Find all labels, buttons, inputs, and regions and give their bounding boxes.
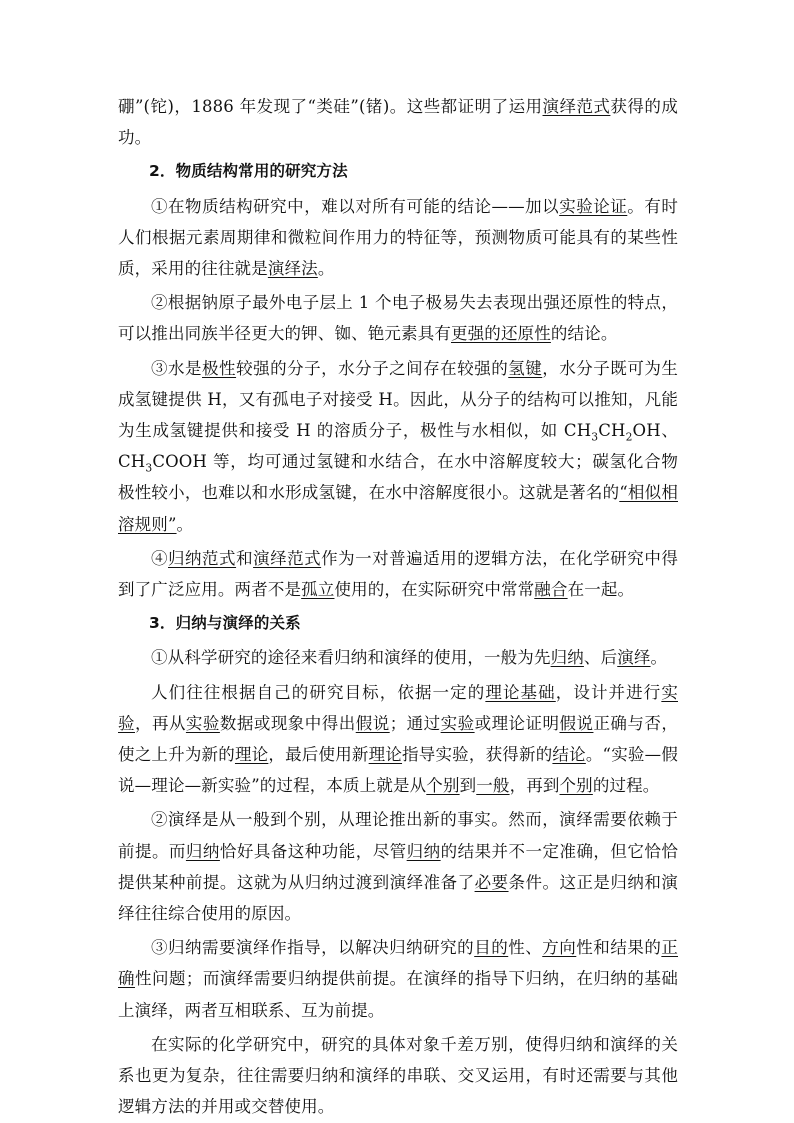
- underlined-term: 正确: [118, 938, 679, 989]
- text-run: ②演绎是从一般到个别，从理论推出新的事实。然而，演绎需要依赖于前提。而: [118, 810, 678, 861]
- underlined-term: 理论: [234, 745, 269, 765]
- text-run: ④: [151, 548, 169, 568]
- underlined-term: 个别: [426, 776, 460, 796]
- text-run: OH、CH: [118, 421, 678, 472]
- paragraph: [118, 191, 678, 285]
- text-run: 和: [236, 548, 254, 568]
- text-run: ，设计并进行: [555, 682, 662, 702]
- text-run: 正确与否，使之上升为新的: [118, 713, 679, 765]
- text-run: ②根据钠原子最外电子层上 1 个电子极易失去表现出强还原性的特点，可以推出同族半径更大的钾、铷、铯元素具有: [118, 293, 678, 344]
- subscript: 2: [625, 430, 633, 444]
- text-run: 或理论证明: [474, 713, 560, 733]
- section-heading: [118, 608, 678, 639]
- text-run: ，再到: [509, 776, 560, 796]
- text-run: 较强的分子，水分子之间存在较强的: [236, 358, 509, 378]
- text-run: ，水分子既可为生成氢键提供 H，又有孤电子对接受 H。因此，从分子的结构可以推知，凡能为生成氢键提供和接受 H 的溶质分子，极性与水相似，如 CH: [118, 358, 678, 441]
- text-run: ①从科学研究的途径来看归纳和演绎的使用，一般为先: [151, 648, 551, 668]
- text-run: 、后: [583, 648, 618, 668]
- text-run: ③水是: [151, 358, 203, 378]
- text-run: 3．归纳与演绎的关系: [149, 614, 301, 633]
- underlined-term: 归纳: [406, 841, 441, 861]
- underlined-term: “相似相溶规则”: [118, 483, 678, 534]
- underlined-term: 演绎法: [267, 259, 318, 279]
- underlined-term: 理论基础: [485, 682, 556, 702]
- text-run: ③归纳需要演绎作指导，以解决归纳研究的: [151, 938, 475, 958]
- text-run: 性、: [508, 938, 543, 958]
- text-run: 性和结果的: [576, 938, 662, 958]
- paragraph: [118, 804, 678, 929]
- text-run: 2．物质结构常用的研究方法: [149, 162, 348, 181]
- underlined-term: 实验: [185, 713, 220, 733]
- text-run: 条件。这正是归纳和演绎往往综合使用的原因。: [118, 872, 678, 924]
- underlined-term: 融合: [534, 580, 568, 600]
- paragraph: [118, 287, 678, 349]
- underlined-term: 实验论证: [559, 196, 628, 216]
- underlined-term: 演绎范式: [253, 548, 322, 568]
- text-run: 指导实验，获得新的: [402, 745, 553, 765]
- subscript: 3: [145, 461, 153, 475]
- subscript: 3: [591, 430, 599, 444]
- paragraph: [118, 353, 678, 540]
- underlined-term: 实验: [440, 713, 475, 733]
- underlined-term: 假说: [355, 713, 390, 733]
- text-run: 。: [176, 514, 194, 534]
- text-run: 使用的，在实际研究中常常: [334, 580, 535, 600]
- text-run: 。: [650, 648, 668, 668]
- paragraph: [118, 642, 678, 673]
- text-run: 硼”(铊)，1886 年发现了“类硅”(锗)。这些都证明了运用: [118, 97, 543, 116]
- underlined-term: 结论: [552, 745, 586, 765]
- text-run: 在一起。: [567, 580, 635, 600]
- underlined-term: 个别: [559, 776, 593, 796]
- underlined-term: 必要: [474, 872, 509, 892]
- underlined-term: 理论: [368, 745, 403, 765]
- underlined-term: 实验: [118, 682, 678, 733]
- text-run: CH: [598, 421, 626, 441]
- text-run: 。有时人们根据元素周期律和微粒间作用力的特征等，预测物质可能具有的某些性质，采用的往往就是: [118, 196, 678, 279]
- underlined-term: 一般: [476, 776, 510, 796]
- text-run: 数据或现象中得出: [219, 713, 356, 733]
- section-heading: [118, 156, 678, 187]
- paragraph: [118, 932, 678, 1026]
- underlined-term: 极性: [202, 358, 237, 378]
- text-run: 获得的成功。: [118, 97, 678, 148]
- text-run: ，最后使用新: [268, 745, 369, 765]
- text-run: 。: [317, 259, 335, 279]
- text-run: 恰好具备这种功能，尽管: [219, 841, 407, 861]
- paragraph: [118, 91, 678, 153]
- text-run: 作为一对普遍适用的逻辑方法，在化学研究中得到了广泛应用。两者不是: [118, 548, 678, 600]
- underlined-term: 氢键: [508, 358, 543, 378]
- text-run: 的结果并不一定准确，但它恰恰提供某种前提。这就为从归纳过渡到演绎准备了: [118, 841, 678, 892]
- underlined-term: 归纳范式: [168, 548, 237, 568]
- underlined-term: 演绎: [617, 648, 651, 668]
- text-run: 性问题；而演绎需要归纳提供前提。在演绎的指导下归纳，在归纳的基础上演绎，两者互相联系、互为前提。: [118, 969, 678, 1020]
- underlined-term: 目的: [474, 938, 509, 958]
- text-run: 人们往往根据自己的研究目标，依据一定的: [151, 682, 486, 702]
- underlined-term: 演绎范式: [542, 97, 611, 116]
- underlined-term: 假说: [559, 713, 594, 733]
- text-run: ①在物质结构研究中，难以对所有可能的结论——加以: [151, 196, 560, 216]
- paragraph: [118, 543, 678, 605]
- underlined-term: 孤立: [301, 580, 335, 600]
- text-run: 的结论。: [550, 324, 618, 344]
- underlined-term: 归纳: [550, 648, 584, 668]
- text-run: 到: [459, 776, 477, 796]
- underlined-term: 更强的还原性: [451, 324, 551, 344]
- paragraph: [118, 677, 678, 802]
- text-run: 的过程。: [592, 776, 660, 796]
- underlined-term: 归纳: [185, 841, 220, 861]
- text-run: ；通过: [389, 713, 441, 733]
- paragraph: [118, 1029, 678, 1123]
- text-run: 在实际的化学研究中，研究的具体对象千差万别，使得归纳和演绎的关系也更为复杂，往往需要归纳和演绎的串联、交叉运用，有时还需要与其他逻辑方法的并用或交替使用。: [118, 1034, 678, 1117]
- text-run: COOH 等，均可通过氢键和水结合，在水中溶解度较大；碳氢化合物极性较小，也难以和水形成氢键，在水中溶解度很小。这就是著名的: [118, 452, 678, 503]
- document-body: [118, 91, 678, 1123]
- underlined-term: 方向: [542, 938, 577, 958]
- text-run: ，再从: [134, 713, 186, 733]
- text-run: 。“实验—假说—理论—新实验”的过程，本质上就是从: [118, 745, 678, 796]
